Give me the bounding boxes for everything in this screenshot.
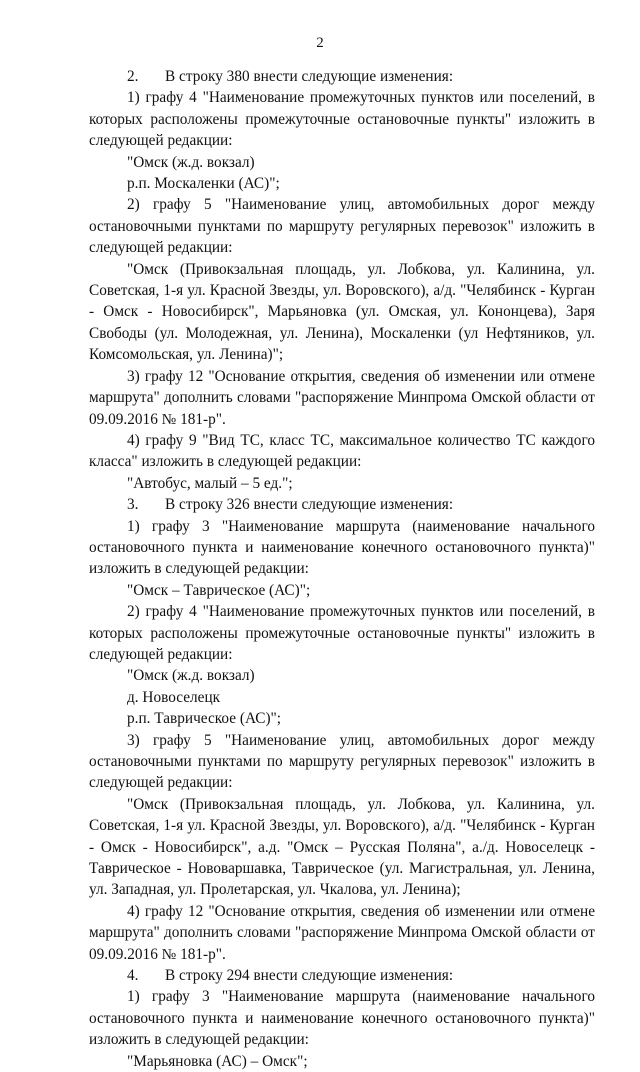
text-line: Советская, 1-я ул. Красной Звезды, ул. Воровского), а/д. "Челябинск - Курган [89,817,595,835]
text-line: 3) графу 12 "Основание открытия, сведения об изменении или отмене [127,367,595,385]
text-line: Комсомольская, ул. Ленина)"; [89,346,284,364]
text-line: 2) графу 4 "Наименование промежуточных пунктов или поселений, в [127,603,595,621]
text-line: Советская, 1-я ул. Красной Звезды, ул. Воровского), а/д. "Челябинск - Курган [89,282,595,300]
text-line: "Омск – Таврическое (АС)"; [127,581,311,599]
text-line: "Омск (Привокзальная площадь, ул. Лобкова, ул. Калинина, ул. [127,795,595,813]
text-line: класса" изложить в следующей редакции: [89,453,362,471]
numbered-item-heading [89,494,595,515]
text-line: следующей редакции: [89,774,233,792]
text-line: "Марьяновка (АС) – Омск"; [127,1052,308,1070]
text-line: следующей редакции: [89,132,233,150]
text-line: 2) графу 5 "Наименование улиц, автомобильных дорог между [127,196,595,214]
text-line: р.п. Таврическое (АС)"; [127,710,282,728]
text-line: р.п. Москаленки (АС)"; [127,175,280,193]
text-line: остановочными пунктами по маршруту регулярных перевозок" изложить в [89,753,595,770]
text-line: изложить в следующей редакции: [89,1031,309,1049]
item-number: 2. [127,68,139,85]
text-line: Таврическое - Нововаршавка, Таврическое (ул. Магистральная, ул. Ленина, [89,860,595,878]
text-line: которых расположены промежуточные остановочные пункты" изложить в [89,110,595,128]
text-line: 09.09.2016 № 181-р". [89,410,226,428]
text-line: "Автобус, малый – 5 ед."; [127,474,293,492]
item-heading-text: В строку 326 внести следующие изменения: [165,496,454,514]
text-line: 4) графу 12 "Основание открытия, сведения об изменении или отмене [127,902,595,920]
text-line: 3) графу 5 "Наименование улиц, автомобильных дорог между [127,731,595,749]
text-line: "Омск (ж.д. вокзал) [127,153,255,171]
document-body [89,66,595,1072]
item-number: 4. [127,967,139,985]
item-heading-text: В строку 294 внести следующие изменения: [165,967,454,985]
text-line: остановочного пункта и наименование конечного остановочного пункта)" [89,538,595,556]
text-line: 1) графу 3 "Наименование маршрута (наименование начального [127,988,595,1006]
text-line: 1) графу 3 "Наименование маршрута (наименование начального [127,517,595,535]
text-line: 4) графу 9 "Вид ТС, класс ТС, максимальное количество ТС каждого [127,431,595,449]
text-line: изложить в следующей редакции: [89,560,309,578]
text-line: Свободы (ул. Молодежная, ул. Ленина), Москаленки (ул Нефтяников, ул. [89,324,595,342]
text-line: "Омск (ж.д. вокзал) [127,667,255,685]
text-line: - Омск - Новосибирск", Марьяновка (ул. Омская, ул. Кононцева), Заря [89,303,595,321]
text-line: остановочного пункта и наименование конечного остановочного пункта)" [89,1009,595,1027]
text-line: "Омск (Привокзальная площадь, ул. Лобкова, ул. Калинина, ул. [127,260,595,278]
text-line: ул. Западная, ул. Пролетарская, ул. Чкалова, ул. Ленина); [89,881,461,899]
item-heading-text: В строку 380 внести следующие изменения: [165,68,454,85]
item-number: 3. [127,496,139,514]
text-line: - Омск - Новосибирск", а.д. "Омск – Русская Поляна", а./д. Новоселецк - [89,838,595,856]
text-line: остановочными пунктами по маршруту регулярных перевозок" изложить в [89,217,595,235]
numbered-item-heading [89,965,595,986]
text-line: маршрута" дополнить словами "распоряжение Минпрома Омской области от [89,389,595,407]
page-number: 2 [316,35,324,51]
text-line: 1) графу 4 "Наименование промежуточных пунктов или поселений, в [127,89,595,107]
text-line: следующей редакции: [89,645,233,663]
text-line: д. Новоселецк [127,688,221,706]
text-line: которых расположены промежуточные остановочные пункты" изложить в [89,624,595,642]
text-line: маршрута" дополнить словами "распоряжение Минпрома Омской области от [89,924,595,942]
text-line: следующей редакции: [89,239,233,257]
numbered-item-heading [89,66,595,87]
text-line: 09.09.2016 № 181-р". [89,945,226,963]
